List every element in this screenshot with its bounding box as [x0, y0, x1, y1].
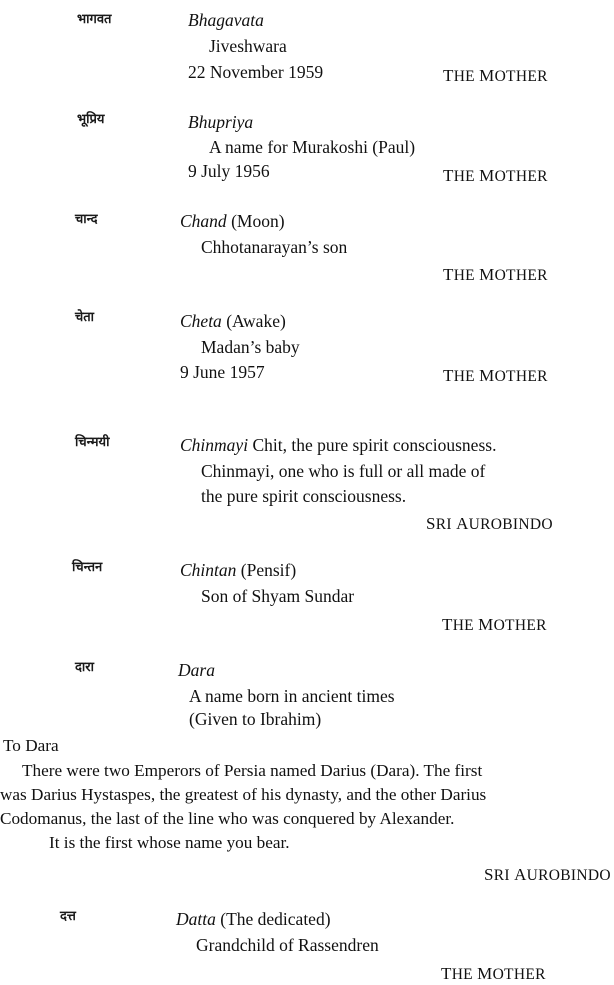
letter-salutation: To Dara	[3, 736, 59, 755]
entry-line: Grandchild of Rassendren	[196, 935, 379, 955]
devanagari-name: चेता	[75, 310, 95, 325]
entry-line: Chinmayi, one who is full or all made of	[201, 461, 486, 481]
letter-line: There were two Emperors of Persia named Darius (Dara). The first	[22, 761, 483, 780]
devanagari-name: भूप्रिय	[77, 112, 105, 127]
entry-name: Cheta (Awake)	[180, 311, 286, 331]
letter-line: Codomanus, the last of the line who was conquered by Alexander.	[0, 809, 455, 828]
entry-name: Chand (Moon)	[180, 211, 285, 231]
signature-mother: THE MOTHER	[443, 66, 548, 85]
entry-line: the pure spirit consciousness.	[201, 486, 407, 506]
signature-mother: THE MOTHER	[442, 615, 547, 634]
signature-mother: THE MOTHER	[443, 166, 548, 185]
signature-mother: THE MOTHER	[441, 964, 546, 983]
entry-date: 9 July 1956	[188, 161, 270, 181]
entry-date: 9 June 1957	[180, 362, 265, 382]
entry-line: A name born in ancient times	[189, 686, 395, 706]
signature-mother: THE MOTHER	[443, 366, 548, 385]
entry-name: Bhagavata	[188, 10, 264, 30]
entry-name: Chintan (Pensif)	[180, 560, 297, 580]
letter-line: was Darius Hystaspes, the greatest of his dynasty, and the other Darius	[0, 785, 487, 804]
signature-sri-aurobindo: SRI AUROBINDO	[426, 514, 553, 533]
devanagari-name: चान्द	[75, 212, 98, 227]
devanagari-name: भागवत	[77, 12, 112, 27]
devanagari-name: दत्त	[60, 909, 76, 924]
entry-date: 22 November 1959	[188, 62, 324, 82]
devanagari-name: दारा	[75, 660, 94, 675]
entry-name: Bhupriya	[188, 112, 254, 132]
entry-name: Datta (The dedicated)	[176, 909, 331, 929]
letter-line: It is the first whose name you bear.	[49, 833, 290, 852]
entry-line: Jiveshwara	[209, 36, 287, 56]
entry-line: Son of Shyam Sundar	[201, 586, 355, 606]
entry-name: Dara	[178, 660, 215, 680]
entry-line: A name for Murakoshi (Paul)	[209, 137, 416, 157]
entry-line: (Given to Ibrahim)	[189, 709, 322, 729]
devanagari-name: चिन्मयी	[75, 435, 110, 450]
signature-mother: THE MOTHER	[443, 265, 548, 284]
entry-line: Chhotanarayan’s son	[201, 237, 348, 257]
devanagari-name: चिन्तन	[72, 560, 103, 575]
signature-sri-aurobindo: SRI AUROBINDO	[484, 865, 611, 884]
entry-line: Madan’s baby	[201, 337, 300, 357]
entry-name: Chinmayi Chit, the pure spirit consciousness.	[180, 435, 497, 455]
